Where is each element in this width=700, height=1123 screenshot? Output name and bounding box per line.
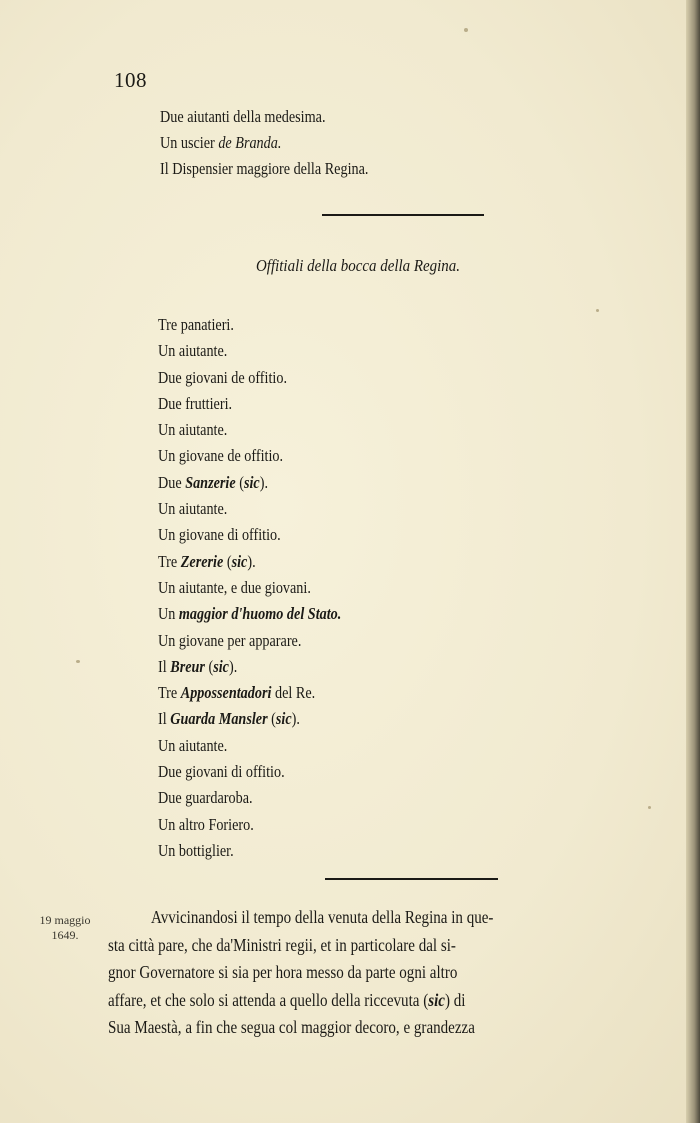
text: ). (228, 656, 238, 676)
text: ( (267, 709, 276, 729)
paragraph-line (108, 1014, 590, 1042)
text: ). (247, 551, 256, 571)
paper-speck (76, 660, 80, 663)
text: Avvicinandosi il tempo della venuta della Regina in que- (151, 907, 494, 927)
text: Due (158, 472, 186, 492)
italic-text: maggior d'huomo del Stato. (178, 604, 342, 624)
list-item (158, 759, 341, 785)
list-item (158, 733, 341, 759)
list-item (158, 549, 341, 575)
page-number: 108 (114, 68, 147, 92)
officials-list (158, 312, 371, 864)
list-item (158, 706, 341, 732)
paragraph-line (108, 904, 590, 932)
text: Un giovane de offitio. (158, 446, 284, 466)
list-item (158, 365, 341, 391)
text: Due guardaroba. (158, 788, 253, 808)
paragraph-line (108, 959, 590, 987)
paragraph (108, 904, 668, 1042)
paper-speck (648, 806, 651, 809)
list-item (158, 391, 341, 417)
italic-text: Zererie (180, 551, 224, 571)
list-item (158, 338, 341, 364)
text: Un bottiglier. (158, 840, 234, 860)
list-item (158, 522, 341, 548)
text: Il (158, 656, 171, 676)
text: ( (235, 472, 244, 492)
text: Tre (158, 683, 181, 703)
list-item (158, 628, 341, 654)
list-item (158, 601, 341, 627)
list-item (158, 654, 341, 680)
italic-text: sic (231, 551, 248, 571)
italic-text: Appossentadori (180, 683, 272, 703)
text: Tre panatieri. (158, 315, 234, 334)
text: Il (158, 709, 171, 729)
text: Sua Maestà, a fin che segua col maggior decoro, e grandezza (108, 1017, 475, 1037)
text: affare, et che solo si attenda a quello della riccevuta ( (108, 989, 429, 1010)
text: ( (204, 656, 214, 676)
divider-rule (325, 878, 498, 880)
text: Un giovane per apparare. (158, 630, 302, 650)
text: Un (158, 604, 179, 624)
text: gnor Governatore si sia per hora messo da parte ogni altro (108, 962, 458, 982)
text-line: Il Dispensier maggiore della Regina. (160, 159, 369, 178)
text: del Re. (271, 683, 316, 703)
section-heading: Offitiali della bocca della Regina. (256, 256, 461, 275)
text: Un aiutante. (158, 420, 228, 440)
list-item (158, 417, 341, 443)
list-item (158, 312, 341, 338)
margin-date-note: 19 maggio 1649. (39, 913, 91, 942)
paper-speck (596, 309, 599, 312)
paper-speck (464, 28, 468, 32)
text: Un giovane di offitio. (158, 525, 281, 545)
text: Due giovani di offitio. (158, 762, 285, 782)
text: Tre (158, 551, 181, 571)
text-line: Due aiutanti della medesima. (160, 107, 326, 126)
text: Un aiutante, e due giovani. (158, 577, 311, 597)
list-item (158, 470, 341, 496)
list-item (158, 575, 341, 601)
divider-rule (322, 214, 484, 216)
italic-text: sic (275, 709, 292, 729)
italic-text: Breur (170, 656, 205, 676)
text: Due fruttieri. (158, 393, 233, 413)
text: Un aiutante. (158, 341, 228, 361)
text: ). (291, 709, 300, 729)
paragraph-line (108, 932, 590, 960)
text-line: Un uscier de Branda. (160, 133, 282, 152)
text: ). (259, 472, 268, 492)
list-item (158, 812, 341, 838)
list-item (158, 443, 341, 469)
text: sta città pare, che da'Ministri regii, et in particolare dal si- (108, 934, 456, 955)
italic-text: sic (428, 989, 445, 1010)
list-item (158, 496, 341, 522)
text: Un aiutante. (158, 499, 228, 519)
italic-text: sic (213, 656, 229, 676)
list-item (158, 838, 341, 864)
list-item (158, 785, 341, 811)
page-edge (686, 0, 700, 1123)
text: Due giovani de offitio. (158, 367, 287, 387)
italic-text: sic (243, 472, 260, 492)
text: ) di (444, 989, 466, 1010)
italic-text: Sanzerie (185, 472, 236, 492)
text: Un altro Foriero. (158, 814, 254, 834)
list-item (158, 680, 341, 706)
text: Un aiutante. (158, 735, 228, 755)
text: ( (223, 551, 232, 571)
top-lines (160, 104, 402, 182)
paragraph-line (108, 987, 590, 1015)
italic-text: Guarda Mansler (170, 709, 268, 729)
